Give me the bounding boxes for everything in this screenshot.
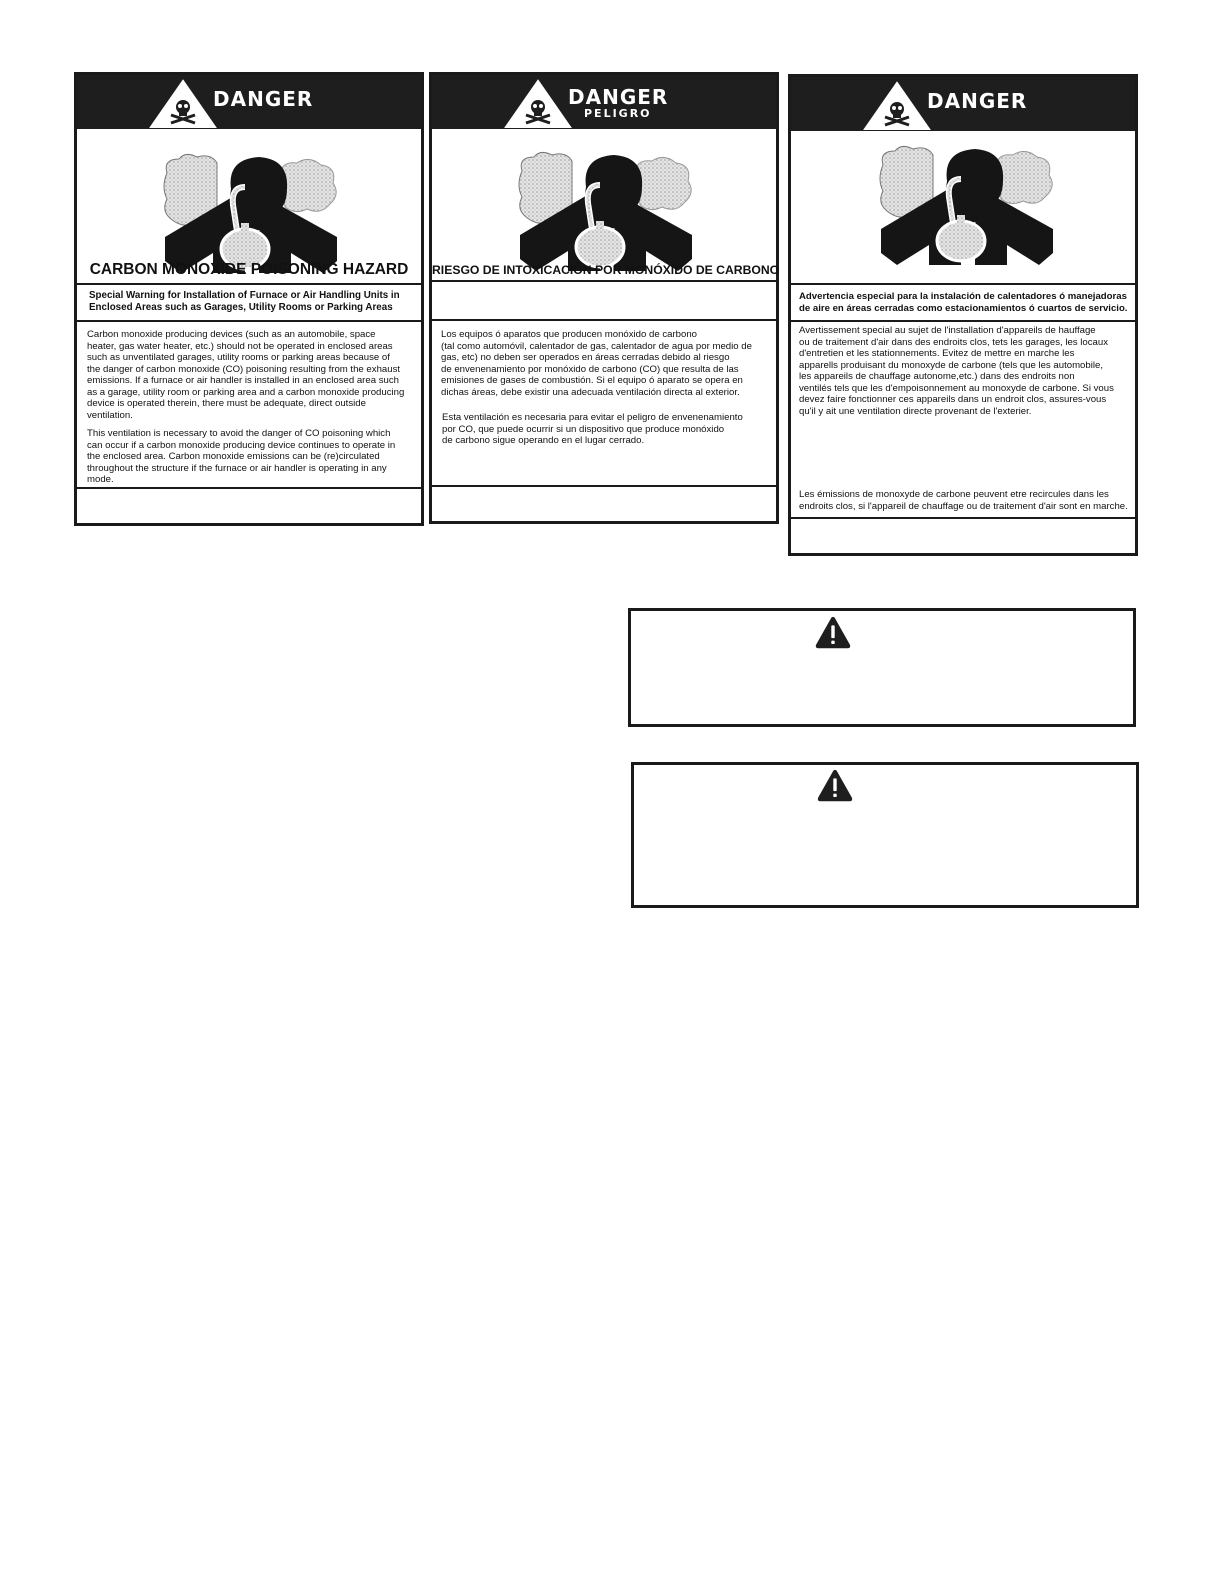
danger-header — [791, 77, 1135, 131]
warning-box-2 — [631, 762, 1139, 908]
danger-word: DANGER — [213, 87, 314, 111]
peligro-word: PELIGRO — [584, 107, 652, 120]
danger-label-english — [74, 72, 424, 526]
skull-hazard-icon — [504, 79, 572, 129]
skull-hazard-icon — [863, 81, 931, 131]
divider — [77, 320, 421, 322]
warning-body-2: Esta ventilación es necesaria para evitar el peligro de envenenamiento por CO, que puede ocurrir si un dispositivo que produce monóxido de carbono sigue operando en el lugar cerrado. — [442, 412, 743, 446]
danger-label-spanish — [429, 72, 779, 524]
divider — [432, 485, 776, 487]
divider — [791, 283, 1135, 285]
divider — [432, 280, 776, 282]
special-warning-text: Special Warning for Installation of Furnace or Air Handling Units in Enclosed Areas such as Garages, Utility Rooms or Parking Areas — [89, 290, 400, 313]
co-inhalation-pictogram-icon — [516, 151, 696, 271]
special-warning-text: Advertencia especial para la instalación de calentadores ó manejadoras de aire en áreas cerradas como estacionamientos ó cuartos de servicio. — [799, 291, 1128, 314]
danger-word: DANGER — [568, 85, 669, 109]
warning-body-2: This ventilation is necessary to avoid the danger of CO poisoning which can occur if a carbon monoxide producing device continues to operate in the enclosed area. Carbon monoxide emissions can be (re)circulated throughout the structure if the furnace or air handler is operating in any mode. — [87, 428, 396, 485]
warning-triangle-icon — [814, 616, 852, 650]
danger-label-french — [788, 74, 1138, 556]
divider — [432, 319, 776, 321]
hazard-title: CARBON MONOXIDE POISONING HAZARD — [89, 261, 409, 278]
warning-body-1: Carbon monoxide producing devices (such as an automobile, space heater, gas water heater, etc.) should not be operated in enclosed areas such as unventilated garages, utility rooms or parking areas because of the danger of carbon monoxide (CO) poisoning resulting from the exhaust emissions. If a furnace or air handler is installed in an enclosed area such as a garage, utility room or parking area and a carbon monoxide producing device is operated therein, there must be adequate, direct outside ventilation. — [87, 329, 405, 421]
danger-header — [77, 75, 421, 129]
divider — [77, 487, 421, 489]
warning-body-1: Los equipos ó aparatos que producen monóxido de carbono (tal como automóvil, calentador de gas, calentador de agua por medio de gas, etc) no deben ser operados en áreas cerradas debido al riesgo de envenenamiento por monóxido de carbono (CO) que resulta de las emisiones de gases de combustión. Si el equipo ó aparato se opera en dichas áreas, debe existir una adecuada ventilación directa al exterior. — [441, 329, 752, 398]
co-inhalation-pictogram-icon — [877, 145, 1057, 265]
warning-box-1 — [628, 608, 1136, 727]
warning-body-1: Avertissement special au sujet de l'installation d'appareils de hauffage ou de traitement d'air dans des endroits clos, tets les garages, les locaux d'entretien et les stationnements. Evitez de mettre en marche les apparells produisant du monoxyde de carbone (tels que les automobile, les appareils de chauffage autonome,etc.) dans des endroits non ventilés tels que les d'empoisonnement au monoxyde de carbone. Si vous devez faire fonctionner ces appareils dans un endroit clos, assures-vous qu'il y ait une ventilation directe provenant de l'exterier. — [799, 325, 1114, 417]
divider — [791, 517, 1135, 519]
warning-triangle-icon — [816, 769, 854, 803]
divider — [77, 283, 421, 285]
warning-body-2: Les émissions de monoxyde de carbone peuvent etre recircules dans les endroits clos, si l'appareil de chauffage ou de traitement d'air sont en marche. — [799, 489, 1128, 512]
danger-header — [432, 75, 776, 129]
divider — [791, 320, 1135, 322]
skull-hazard-icon — [149, 79, 217, 129]
hazard-title: RIESGO DE INTOXICACIÓN POR MONÓXIDO DE CARBONO — [432, 263, 780, 277]
danger-word: DANGER — [927, 89, 1028, 113]
co-inhalation-pictogram-icon — [161, 153, 341, 273]
